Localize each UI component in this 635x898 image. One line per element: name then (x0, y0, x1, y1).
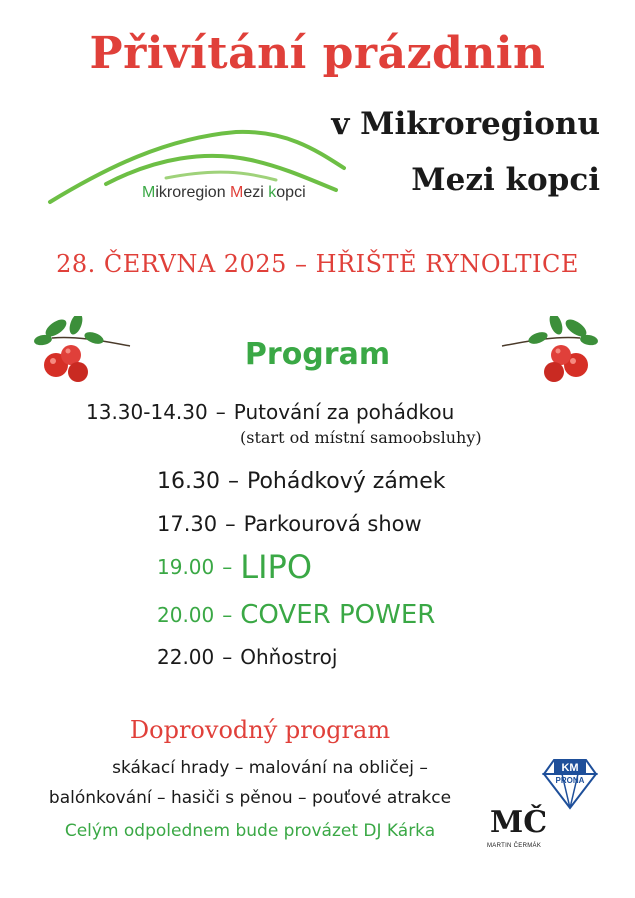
logo-text-part: opci (276, 184, 306, 201)
logo-text-part: k (268, 184, 277, 201)
km-letters: KM (561, 762, 579, 774)
program-item-time: 13.30-14.30 (86, 400, 208, 424)
program-item-title: LIPO (240, 548, 313, 586)
km-name: PRONA (555, 776, 585, 785)
logo-text-part: ikroregion (155, 184, 231, 201)
program-item (157, 600, 435, 630)
program-item-dash: – (215, 400, 226, 424)
km-prona-logo-icon (540, 750, 600, 810)
logo-text-part: M (230, 184, 244, 201)
program-item (157, 512, 422, 536)
program-item (86, 400, 454, 424)
subtitle-line-1: v Mikroregionu (331, 106, 600, 142)
event-date-location: 28. ČERVNA 2025 – HŘIŠTĚ RYNOLTICE (56, 250, 579, 278)
program-heading: Program (244, 337, 391, 372)
mikroregion-logo-text (142, 184, 306, 202)
accompanying-program-heading: Doprovodný program (129, 716, 391, 744)
program-item-dash: – (225, 512, 236, 536)
program-item-time: 17.30 (157, 512, 218, 536)
program-item-dash: – (222, 603, 233, 627)
program-item-title: Parkourová show (243, 512, 422, 536)
dj-announcement: Celým odpolednem bude provázet DJ Kárka (64, 821, 436, 841)
program-item-time: 16.30 (157, 469, 220, 494)
program-item-title: Pohádkový zámek (246, 469, 446, 494)
accompanying-program-line: balónkování – hasiči s pěnou – pouťové atrakce (48, 788, 452, 808)
program-item-dash: – (222, 555, 233, 579)
program-item-title: COVER POWER (240, 600, 436, 630)
page-title: Přivítání prázdnin (89, 28, 546, 79)
subtitle-line-2: Mezi kopci (411, 162, 600, 198)
program-item (157, 645, 337, 669)
mc-logo-text: MČ (490, 805, 548, 840)
logo-text-part: ezi (243, 184, 269, 201)
program-item-dash: – (227, 469, 239, 494)
program-item (157, 548, 312, 586)
martin-cermak-logo-icon (490, 806, 547, 840)
program-item-time: 19.00 (157, 555, 215, 579)
logo-text-part: M (142, 184, 156, 201)
program-item-time: 22.00 (157, 645, 215, 669)
program-item-note: (start od místní samoobsluhy) (240, 428, 482, 447)
program-item (157, 469, 446, 494)
program-item-dash: – (222, 645, 233, 669)
accompanying-program-line: skákací hrady – malování na obličej – (112, 758, 428, 778)
program-item-time: 20.00 (157, 603, 215, 627)
program-item-title: Ohňostroj (240, 645, 338, 669)
mc-name: MARTIN ČERMÁK (487, 843, 542, 849)
program-item-title: Putování za pohádkou (233, 400, 455, 424)
